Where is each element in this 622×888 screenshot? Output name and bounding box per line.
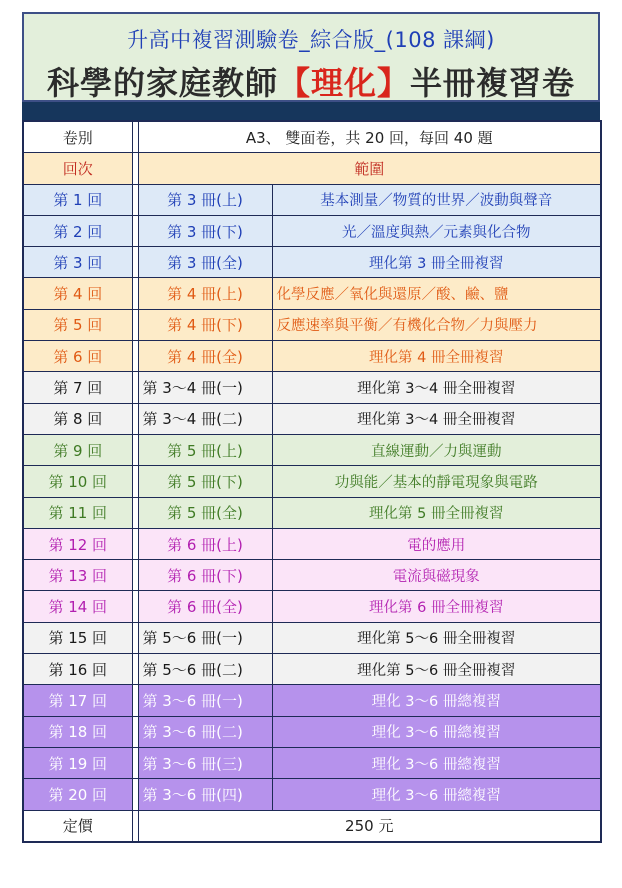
volume-cell: 第 5～6 冊(二) <box>138 654 272 685</box>
title-suffix: 半冊複習卷 <box>410 64 576 102</box>
table-row <box>23 622 601 653</box>
table-row <box>23 528 601 559</box>
topic-cell: 理化 3～6 冊總複習 <box>272 685 601 716</box>
volume-cell: 第 5 冊(全) <box>138 497 272 528</box>
table-row <box>23 247 601 278</box>
topic-cell: 功與能／基本的靜電現象與電路 <box>272 466 601 497</box>
round-cell: 第 18 回 <box>23 716 132 747</box>
round-cell: 第 17 回 <box>23 685 132 716</box>
round-cell: 第 2 回 <box>23 215 132 246</box>
volume-cell: 第 6 冊(上) <box>138 528 272 559</box>
table-row <box>23 497 601 528</box>
table-row <box>23 341 601 372</box>
table-row <box>23 560 601 591</box>
round-cell: 第 9 回 <box>23 434 132 465</box>
topic-cell: 基本測量／物質的世界／波動與聲音 <box>272 184 601 215</box>
topic-cell: 理化第 3～4 冊全冊複習 <box>272 403 601 434</box>
format-row <box>23 121 601 153</box>
volume-cell: 第 5 冊(下) <box>138 466 272 497</box>
header-banner <box>22 12 600 102</box>
topic-cell: 理化第 3 冊全冊複習 <box>272 247 601 278</box>
topic-cell: 理化第 3～4 冊全冊複習 <box>272 372 601 403</box>
volume-cell: 第 3 冊(上) <box>138 184 272 215</box>
topic-cell: 電流與磁現象 <box>272 560 601 591</box>
table-row <box>23 215 601 246</box>
price-row <box>23 810 601 842</box>
table-row <box>23 403 601 434</box>
volume-cell: 第 4 冊(全) <box>138 341 272 372</box>
table-row <box>23 466 601 497</box>
volume-cell: 第 4 冊(上) <box>138 278 272 309</box>
range-header: 範圍 <box>138 153 601 184</box>
table-row <box>23 716 601 747</box>
round-cell: 第 15 回 <box>23 622 132 653</box>
topic-cell: 理化 3～6 冊總複習 <box>272 716 601 747</box>
round-cell: 第 13 回 <box>23 560 132 591</box>
round-cell: 第 10 回 <box>23 466 132 497</box>
round-cell: 第 6 回 <box>23 341 132 372</box>
topic-cell: 理化第 5～6 冊全冊複習 <box>272 654 601 685</box>
format-value: A3、 雙面卷，共 20 回，每回 40 題 <box>138 121 601 153</box>
round-cell: 第 1 回 <box>23 184 132 215</box>
table-row <box>23 309 601 340</box>
volume-cell: 第 3～6 冊(四) <box>138 779 272 810</box>
header-divider-bar <box>22 102 600 120</box>
column-header-row <box>23 153 601 184</box>
round-cell: 第 3 回 <box>23 247 132 278</box>
volume-cell: 第 3～6 冊(一) <box>138 685 272 716</box>
table-row <box>23 654 601 685</box>
page-title <box>24 58 598 104</box>
topic-cell: 反應速率與平衡／有機化合物／力與壓力 <box>272 309 601 340</box>
round-cell: 第 20 回 <box>23 779 132 810</box>
round-header: 回次 <box>23 153 132 184</box>
volume-cell: 第 5～6 冊(一) <box>138 622 272 653</box>
volume-cell: 第 3 冊(全) <box>138 247 272 278</box>
topic-cell: 理化第 6 冊全冊複習 <box>272 591 601 622</box>
topic-cell: 理化第 4 冊全冊複習 <box>272 341 601 372</box>
table-row <box>23 591 601 622</box>
volume-cell: 第 5 冊(上) <box>138 434 272 465</box>
volume-cell: 第 3～6 冊(三) <box>138 747 272 778</box>
round-cell: 第 4 回 <box>23 278 132 309</box>
table-row <box>23 434 601 465</box>
topic-cell: 化學反應／氧化與還原／酸、鹼、鹽 <box>272 278 601 309</box>
round-cell: 第 8 回 <box>23 403 132 434</box>
schedule-table <box>22 120 602 843</box>
volume-cell: 第 3 冊(下) <box>138 215 272 246</box>
topic-cell: 理化 3～6 冊總複習 <box>272 779 601 810</box>
title-main: 科學的家庭教師 <box>46 64 278 102</box>
topic-cell: 電的應用 <box>272 528 601 559</box>
round-cell: 第 14 回 <box>23 591 132 622</box>
topic-cell: 理化第 5～6 冊全冊複習 <box>272 622 601 653</box>
round-cell: 第 11 回 <box>23 497 132 528</box>
topic-cell: 理化 3～6 冊總複習 <box>272 747 601 778</box>
volume-cell: 第 4 冊(下) <box>138 309 272 340</box>
round-cell: 第 5 回 <box>23 309 132 340</box>
round-cell: 第 16 回 <box>23 654 132 685</box>
round-cell: 第 19 回 <box>23 747 132 778</box>
schedule-table-body <box>23 121 601 842</box>
topic-cell: 直線運動／力與運動 <box>272 434 601 465</box>
table-row <box>23 779 601 810</box>
volume-cell: 第 3～6 冊(二) <box>138 716 272 747</box>
table-row <box>23 372 601 403</box>
subtitle: 升高中複習測驗卷_綜合版_(108 課綱) <box>127 28 495 52</box>
price-label: 定價 <box>23 810 132 842</box>
round-cell: 第 12 回 <box>23 528 132 559</box>
volume-cell: 第 3～4 冊(二) <box>138 403 272 434</box>
table-row <box>23 278 601 309</box>
title-subject: 【理化】 <box>277 64 410 102</box>
price-value: 250 元 <box>138 810 601 842</box>
table-row <box>23 685 601 716</box>
volume-cell: 第 3～4 冊(一) <box>138 372 272 403</box>
volume-cell: 第 6 冊(全) <box>138 591 272 622</box>
round-cell: 第 7 回 <box>23 372 132 403</box>
table-row <box>23 747 601 778</box>
volume-cell: 第 6 冊(下) <box>138 560 272 591</box>
table-row <box>23 184 601 215</box>
format-label: 卷別 <box>23 121 132 153</box>
topic-cell: 光／溫度與熱／元素與化合物 <box>272 215 601 246</box>
topic-cell: 理化第 5 冊全冊複習 <box>272 497 601 528</box>
